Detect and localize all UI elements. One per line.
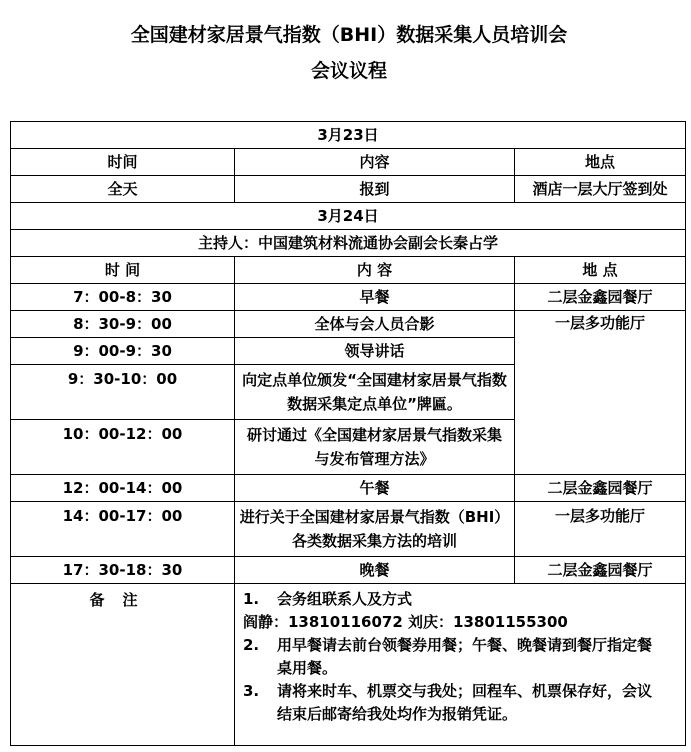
note-number: 2.: [243, 636, 260, 654]
row-content: 晚餐: [235, 557, 515, 584]
row-place: 一层多功能厅: [515, 502, 686, 557]
day2-host: 主持人：中国建筑材料流通协会副会长秦占学: [11, 230, 686, 257]
row-content-line: 向定点单位颁发“全国建材家居景气指数: [242, 371, 507, 389]
row-place: 二层金鑫园餐厅: [515, 557, 686, 584]
note-number: 1.: [243, 590, 260, 608]
row-time: 17：30-18：30: [11, 557, 235, 584]
day2-header-content: 内 容: [235, 257, 515, 284]
row-content: 全体与会人员合影: [235, 311, 515, 338]
note-text: 请将来时车、机票交与我处；回程车、机票保存好，会议: [277, 682, 653, 700]
table-row: [11, 311, 686, 338]
document-title: 全国建材家居景气指数（BHI）数据采集人员培训会: [130, 24, 568, 46]
row-time: 7：00-8：30: [11, 284, 235, 311]
day2-header-time: 时 间: [11, 257, 235, 284]
row-place: 二层金鑫园餐厅: [515, 284, 686, 311]
document-subtitle: 会议议程: [310, 60, 387, 82]
row-content: 早餐: [235, 284, 515, 311]
row-time: 9：00-9：30: [11, 338, 235, 365]
row-content-line: 各类数据采集方法的培训: [291, 532, 457, 550]
row-time: 14：00-17：00: [11, 502, 235, 557]
row-content-line: 数据采集定点单位”牌匾。: [287, 395, 462, 413]
note-text-cont: 结束后邮寄给我处均作为报销凭证。: [277, 705, 518, 723]
note-contact: 阎静：13810116072 刘庆：13801155300: [243, 613, 568, 631]
row-content: 午餐: [235, 475, 515, 502]
day2-date: 3月24日: [11, 203, 686, 230]
day2-header-place: 地 点: [515, 257, 686, 284]
row-content-line: 研讨通过《全国建材家居景气指数采集: [246, 426, 502, 444]
day1-row-content: 报到: [235, 176, 515, 203]
note-item: [243, 634, 677, 657]
note-text-cont: 桌用餐。: [277, 659, 338, 677]
day1-date: 3月23日: [11, 122, 686, 149]
row-place: 一层多功能厅: [515, 311, 686, 475]
day1-row-time: 全天: [11, 176, 235, 203]
table-row: [11, 557, 686, 584]
row-content: [235, 502, 515, 557]
agenda-table: [10, 121, 686, 746]
notes-label: 备注: [11, 584, 235, 746]
table-row: [11, 284, 686, 311]
day1-header-content: 内容: [235, 149, 515, 176]
row-content-line: 进行关于全国建材家居景气指数（BHI）: [239, 508, 510, 526]
note-text: 会务组联系人及方式: [277, 590, 413, 608]
row-time: 10：00-12：00: [11, 420, 235, 475]
row-time: 9：30-10：00: [11, 365, 235, 420]
row-content: 领导讲话: [235, 338, 515, 365]
day1-row-place: 酒店一层大厅签到处: [515, 176, 686, 203]
note-number: 3.: [243, 682, 260, 700]
row-content-line: 与发布管理方法》: [314, 450, 435, 468]
notes: [235, 584, 686, 746]
day1-header-place: 地点: [515, 149, 686, 176]
row-time: 8：30-9：00: [11, 311, 235, 338]
day1-header-time: 时间: [11, 149, 235, 176]
note-item: [243, 680, 677, 703]
row-content: [235, 365, 515, 420]
table-row: [11, 502, 686, 557]
row-place: 二层金鑫园餐厅: [515, 475, 686, 502]
row-content: [235, 420, 515, 475]
note-text: 用早餐请去前台领餐券用餐；午餐、晚餐请到餐厅指定餐: [277, 636, 653, 654]
table-row: [11, 475, 686, 502]
row-time: 12：00-14：00: [11, 475, 235, 502]
note-item: [243, 588, 677, 611]
